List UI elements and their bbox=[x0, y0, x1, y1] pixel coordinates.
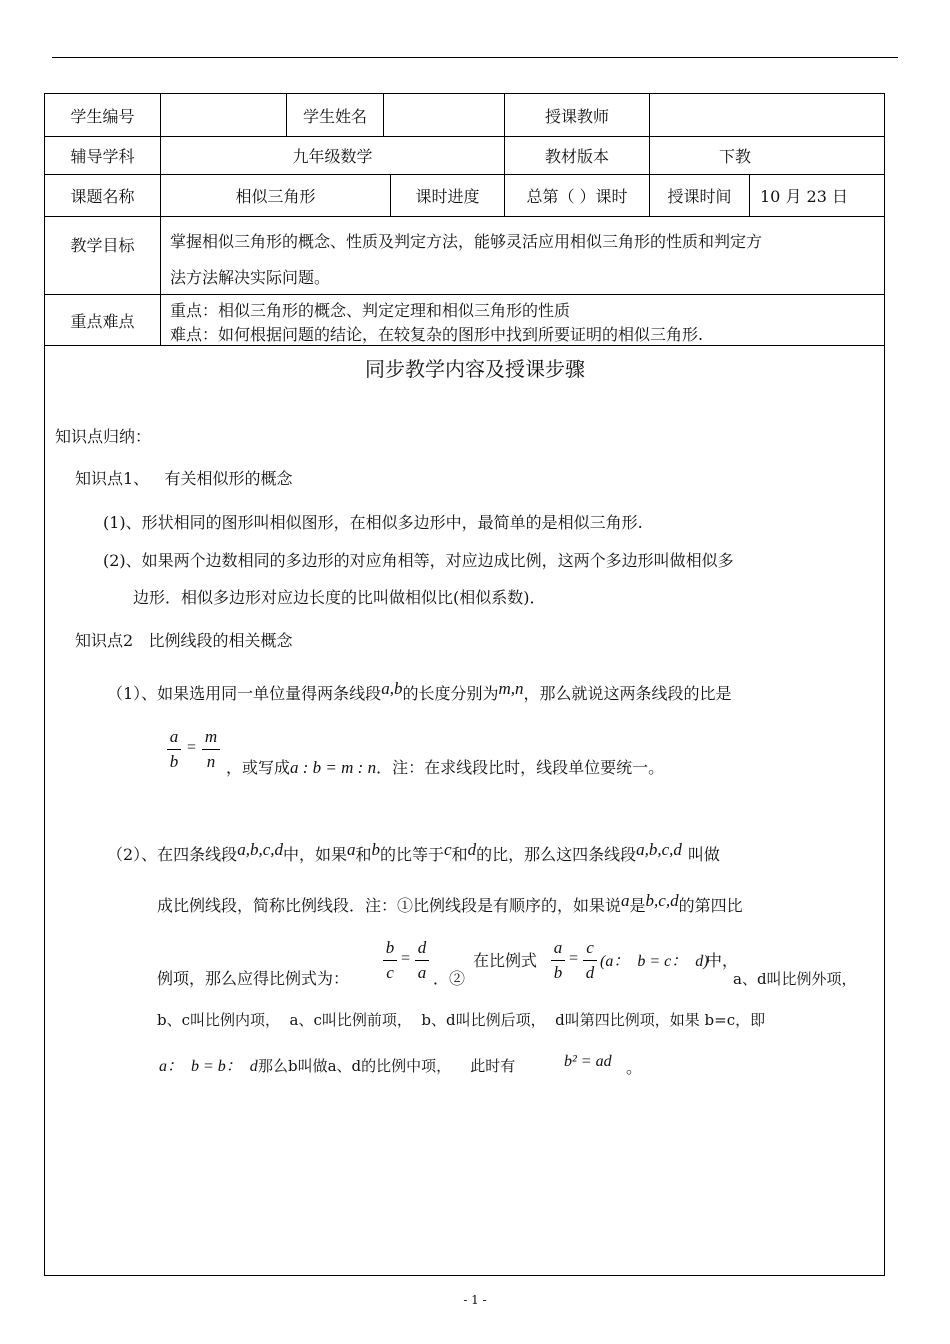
kp2-item-2-text-b: 中，如果 bbox=[282, 845, 347, 864]
he-2: 和 bbox=[451, 845, 468, 864]
he-1: 和 bbox=[355, 845, 372, 864]
page-number: - 1 - bbox=[463, 1293, 487, 1307]
kp2-line-3-text-c: a、d叫比例外项， bbox=[733, 970, 857, 988]
kp2-item-1-line-2 bbox=[226, 755, 664, 778]
section-title: 同步教学内容及授课步骤 bbox=[365, 357, 585, 381]
kp2-line-3-text-a: 例项，那么应得比例式为： bbox=[157, 969, 350, 988]
mean-proportional-eq: b² = ad bbox=[564, 1053, 612, 1070]
kp1-item-2-line-1: (2)、如果两个边数相同的多边形的对应角相等，对应边成比例，这两个多边形叫做相似多 bbox=[103, 551, 734, 570]
kp2-line-5-end: 。 bbox=[626, 1058, 643, 1077]
top-rule bbox=[52, 57, 898, 58]
goal-line-2: 法方法解决实际问题。 bbox=[170, 268, 331, 287]
var-d: d bbox=[467, 840, 477, 859]
ratio-expression: a : b = m : n bbox=[290, 758, 377, 777]
zhong-label: 中， bbox=[706, 951, 739, 970]
frac-numerator-b: b bbox=[385, 938, 395, 957]
frac-denominator-c: c bbox=[386, 963, 394, 982]
kp2-item-1-text-a: （1）、如果选用同一单位量得两条线段 bbox=[107, 684, 382, 703]
teacher-value[interactable] bbox=[650, 94, 884, 136]
row-sep bbox=[44, 216, 885, 217]
proportion-paren: (a： b = c： d) bbox=[600, 953, 709, 970]
fraction-b-over-c bbox=[383, 938, 397, 983]
kp2-item-2-text-d: 的比，那么这四条线段 bbox=[476, 845, 637, 864]
table-border-right bbox=[884, 93, 885, 1276]
kp2-item-2-text-e: 叫做 bbox=[687, 845, 720, 864]
goal-label: 教学目标 bbox=[70, 235, 135, 255]
student-id-value[interactable] bbox=[161, 94, 286, 136]
topic-label: 课题名称 bbox=[70, 187, 135, 206]
fraction-a-over-b bbox=[167, 727, 181, 772]
kp2-line-2-text-a: 成比例线段，简称比例线段．注：①比例线段是有顺序的，如果说 bbox=[157, 896, 622, 915]
teacher-label: 授课教师 bbox=[544, 106, 609, 126]
student-name-value[interactable] bbox=[384, 94, 504, 136]
kp2-line-3-text-b: 在比例式 bbox=[473, 951, 538, 970]
equals-sign: = bbox=[569, 950, 579, 967]
key-label: 重点难点 bbox=[70, 311, 135, 331]
student-id-label: 学生编号 bbox=[70, 106, 135, 126]
var-c: c bbox=[444, 840, 452, 859]
lengths-mn: m,n bbox=[498, 679, 524, 698]
frac-denominator-a: a bbox=[417, 963, 427, 982]
fraction-c-over-d bbox=[583, 938, 597, 983]
fraction-d-over-a bbox=[415, 938, 429, 983]
frac-numerator-c: c bbox=[586, 938, 594, 957]
kp2-item-2-text-c: 的比等于 bbox=[380, 845, 445, 864]
key-line-2: 难点：如何根据问题的结论，在较复杂的图形中找到所要证明的相似三角形. bbox=[170, 325, 704, 344]
goal-line-1: 掌握相似三角形的概念、性质及判定方法，能够灵活应用相似三角形的性质和判定方 bbox=[170, 232, 763, 251]
var-b: b bbox=[371, 840, 381, 859]
segments-abcd-2: a,b,c,d bbox=[636, 840, 682, 859]
equals-sign: = bbox=[187, 739, 197, 756]
table-border-left bbox=[44, 93, 45, 1276]
textbook-value: 下教 bbox=[718, 147, 751, 166]
frac-denominator-d: d bbox=[585, 963, 595, 982]
ratio-a-b-b-d: a： b = b： d bbox=[159, 1058, 258, 1075]
row-sep bbox=[44, 345, 885, 346]
frac-denominator-b: b bbox=[553, 963, 563, 982]
time-label: 授课时间 bbox=[667, 187, 732, 206]
kp2-line-5-text-a: 那么b叫做a、d的比例中项， 此时有 bbox=[258, 1057, 516, 1075]
kp2-line-2-text-c: 的第四比 bbox=[678, 896, 743, 915]
var-a: a bbox=[347, 840, 356, 859]
kp1-item-1: (1)、形状相同的图形叫相似图形，在相似多边形中，最简单的是相似三角形. bbox=[103, 513, 643, 532]
kp2-item-1-text-d: ，或写成 bbox=[226, 758, 291, 777]
summary-heading: 知识点归纳： bbox=[55, 427, 152, 446]
segments-bcd: b,c,d bbox=[645, 891, 679, 910]
fraction-bar bbox=[415, 960, 429, 961]
subject-label: 辅导学科 bbox=[70, 147, 135, 166]
frac-numerator-a: a bbox=[553, 938, 563, 957]
kp2-item-2-text-a: （2）、在四条线段 bbox=[107, 845, 238, 864]
kp2-item-1-line-1 bbox=[107, 681, 732, 704]
fraction-a-over-b-2 bbox=[551, 938, 565, 983]
frac-numerator-d: d bbox=[417, 938, 427, 957]
kp2-line-2-text-b: 是 bbox=[629, 896, 646, 915]
kp2-line-4: b、c叫比例内项， a、c叫比例前项， b、d叫比例后项， d叫第四比例项，如果 b=c，即 bbox=[157, 1011, 766, 1029]
frac-numerator-a: a bbox=[169, 727, 179, 746]
fraction-bar bbox=[583, 960, 597, 961]
key-line-1: 重点：相似三角形的概念、判定定理和相似三角形的性质 bbox=[170, 301, 571, 320]
kp2-item-2-line-2 bbox=[157, 893, 743, 916]
kp2-item-2-line-1 bbox=[107, 842, 720, 865]
textbook-label: 教材版本 bbox=[544, 147, 609, 166]
student-name-label: 学生姓名 bbox=[302, 106, 367, 126]
kp1-item-2-line-2: 边形．相似多边形对应边长度的比叫做相似比(相似系数)． bbox=[133, 588, 546, 607]
progress-value: 总第（ ）课时 bbox=[526, 187, 628, 206]
circle-two: ．② bbox=[433, 969, 466, 988]
fraction-bar bbox=[383, 960, 397, 961]
kp1-heading: 知识点1、 有关相似形的概念 bbox=[75, 469, 293, 488]
frac-numerator-m: m bbox=[204, 727, 218, 746]
segments-abcd: a,b,c,d bbox=[237, 840, 283, 859]
row-sep bbox=[44, 294, 885, 295]
fraction-bar bbox=[551, 960, 565, 961]
kp2-item-1-text-e: ．注：在求线段比时，线段单位要统一。 bbox=[376, 758, 665, 777]
kp2-heading: 知识点2 比例线段的相关概念 bbox=[75, 631, 293, 650]
time-value: 10 月 23 日 bbox=[760, 187, 848, 206]
topic-value: 相似三角形 bbox=[235, 187, 316, 206]
frac-denominator-b: b bbox=[169, 752, 179, 771]
segments-ab: a,b bbox=[381, 679, 403, 698]
subject-value: 九年级数学 bbox=[292, 147, 373, 166]
equals-sign: = bbox=[401, 950, 411, 967]
frac-denominator-n: n bbox=[206, 752, 216, 771]
fraction-bar bbox=[167, 749, 181, 750]
kp2-item-1-text-c: ，那么就说这两条线段的比是 bbox=[523, 684, 732, 703]
fraction-bar bbox=[202, 749, 220, 750]
fraction-m-over-n bbox=[202, 727, 220, 772]
kp2-item-1-text-b: 的长度分别为 bbox=[402, 684, 499, 703]
var-a-2: a bbox=[621, 891, 630, 910]
progress-label: 课时进度 bbox=[415, 187, 480, 206]
table-border-bottom bbox=[44, 1275, 885, 1276]
